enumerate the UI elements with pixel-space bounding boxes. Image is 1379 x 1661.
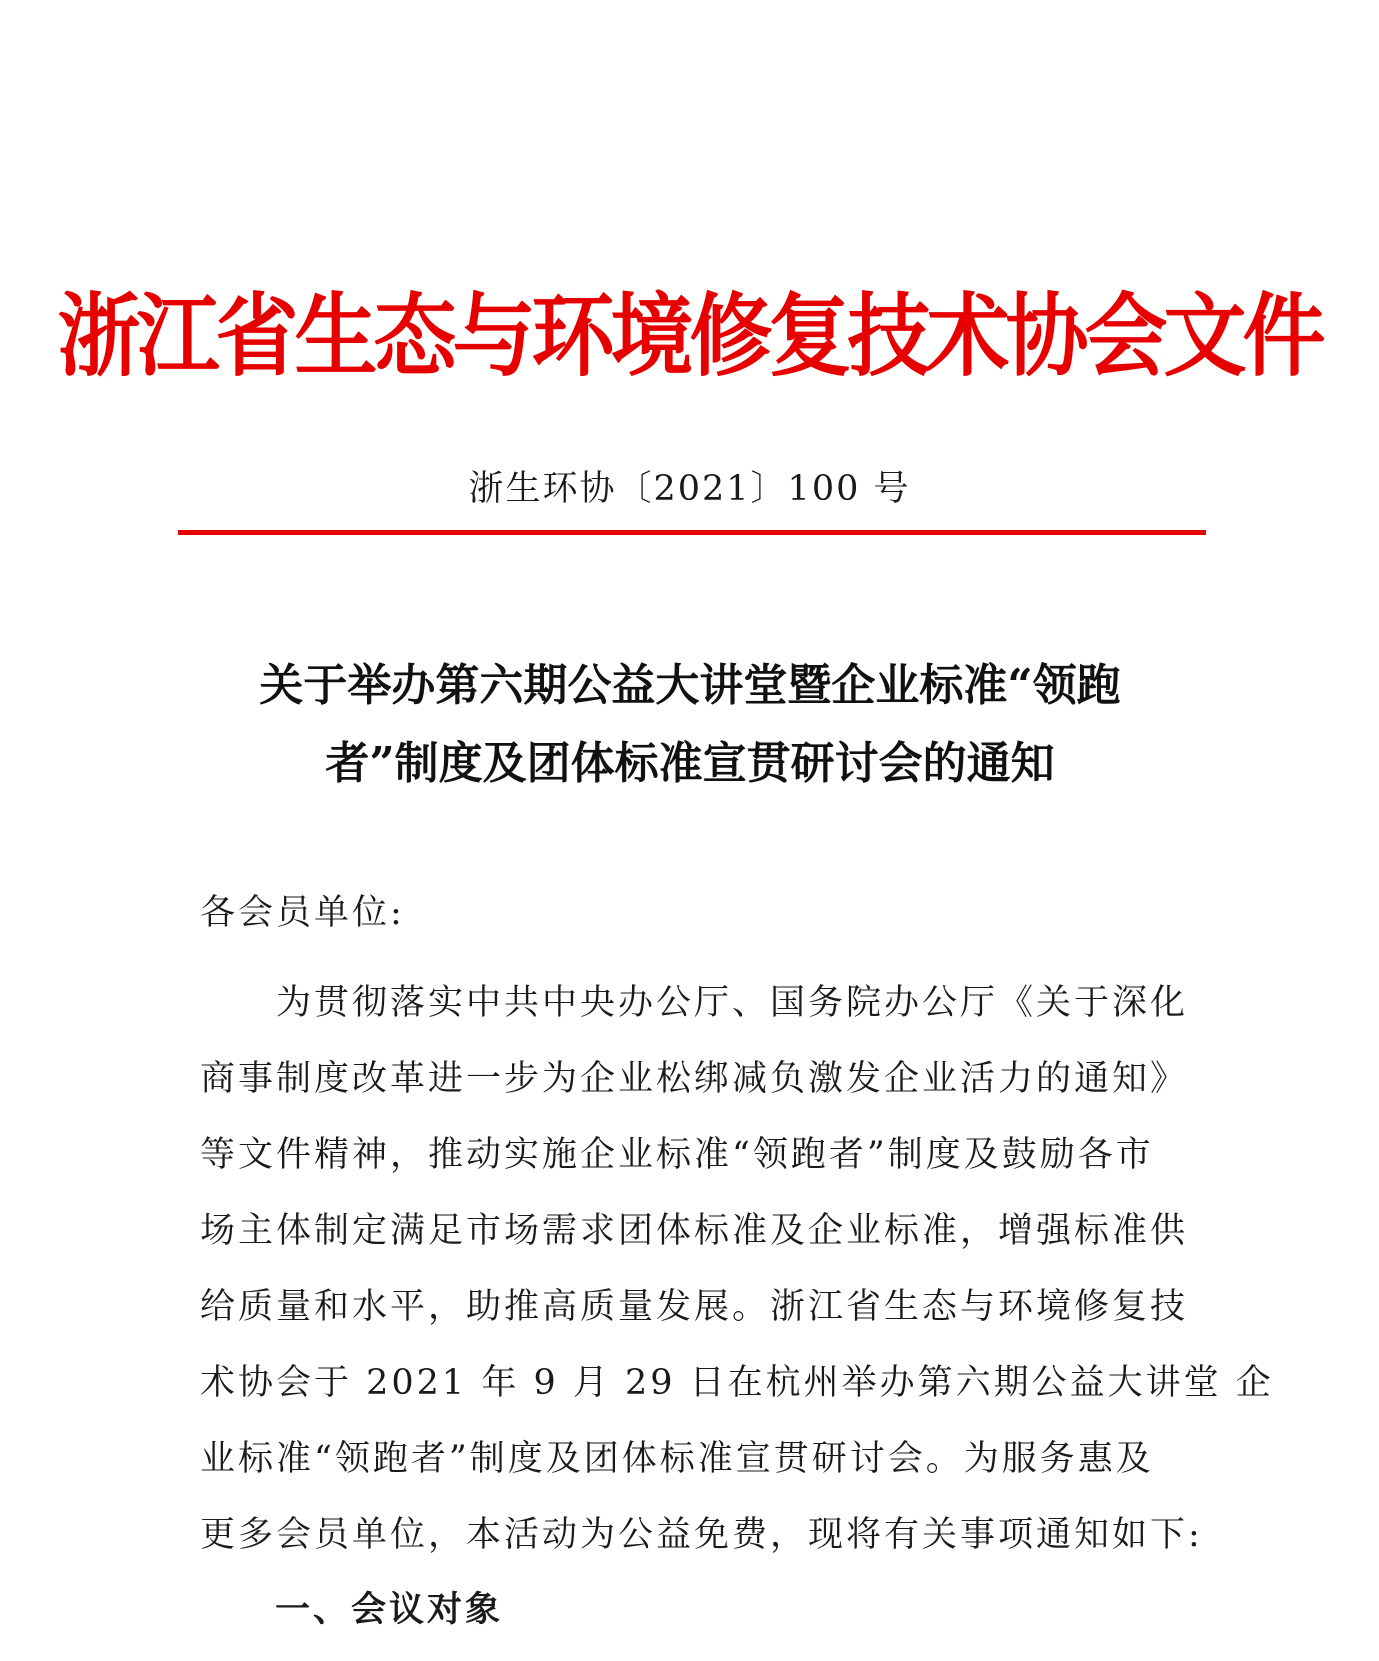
body-line: 业标准“领跑者”制度及团体标准宣贯研讨会。为服务惠及 [200,1439,1154,1479]
body-line: 商事制度改革进一步为企业松绑减负激发企业活力的通知》 [200,1059,1189,1099]
document-number: 浙生环协〔2021〕100 号 [468,469,911,509]
body-line: 为贯彻落实中共中央办公厅、国务院办公厅《关于深化 [200,983,1189,1023]
body-line: 给质量和水平，助推高质量发展。浙江省生态与环境修复技 [200,1287,1189,1327]
salutation: 各会员单位: [200,893,405,933]
red-separator-line [178,530,1206,535]
document-title [160,647,1220,803]
section-heading: 一、会议对象 [275,1589,504,1630]
body-line: 等文件精神，推动实施企业标准“领跑者”制度及鼓励各市 [200,1135,1154,1175]
body-line: 场主体制定满足市场需求团体标准及企业标准，增强标准供 [200,1211,1189,1251]
body-paragraph [200,965,1274,1573]
title-line-2: 者”制度及团体标准宣贯研讨会的通知 [325,738,1055,789]
title-line-1: 关于举办第六期公益大讲堂暨企业标准“领跑 [259,660,1121,711]
issuer-banner: 浙江省生态与环境修复技术协会文件 [57,284,1322,389]
body-line: 术协会于 2021 年 9 月 29 日在杭州举办第六期公益大讲堂 企 [200,1363,1274,1403]
body-line: 更多会员单位，本活动为公益免费，现将有关事项通知如下: [200,1515,1203,1555]
